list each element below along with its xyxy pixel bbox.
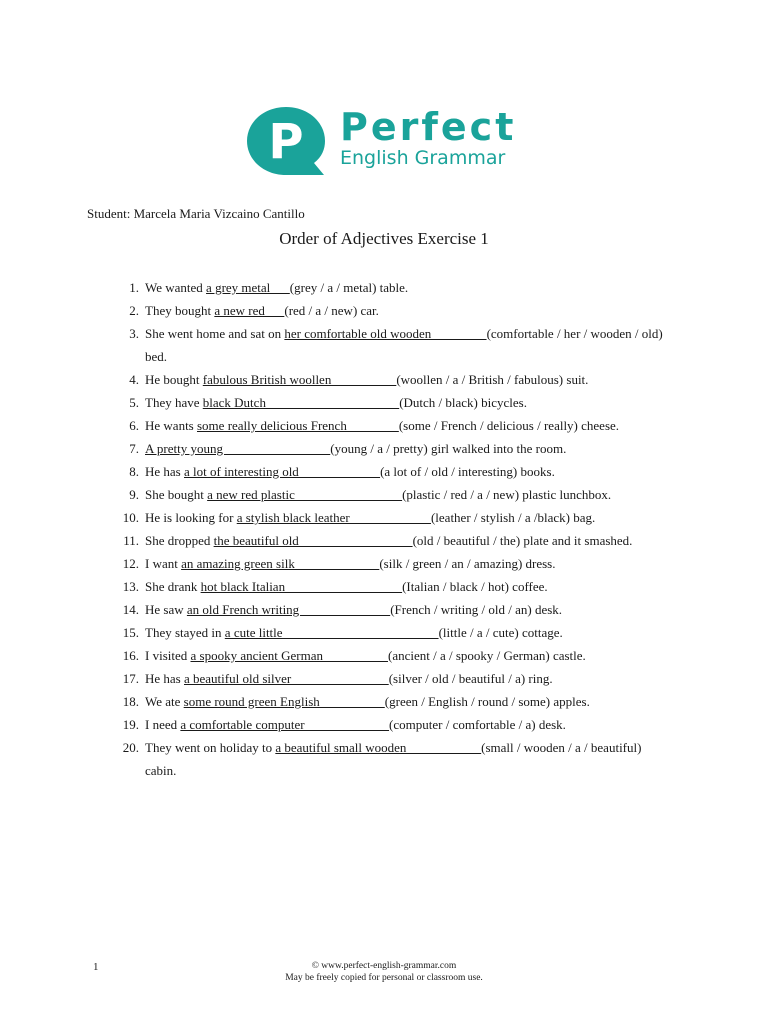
exercise-sentence — [139, 552, 670, 575]
exercise-number: 18. — [122, 694, 139, 709]
exercise-item — [105, 713, 670, 736]
exercise-sentence — [139, 414, 670, 437]
exercise-item — [105, 621, 670, 644]
sentence-hint: (Dutch / black) bicycles. — [399, 395, 527, 410]
answer-blank: a beautiful small wooden — [275, 740, 482, 755]
exercise-number: 8. — [129, 464, 139, 479]
exercise-item — [105, 299, 670, 322]
exercise-item — [105, 736, 670, 782]
page-number: 1 — [93, 961, 99, 973]
exercise-sentence — [139, 506, 670, 529]
brand-logo — [244, 103, 534, 179]
exercise-sentence — [139, 299, 670, 322]
answer-blank: a beautiful old silver — [184, 671, 389, 686]
answer-blank: hot black Italian — [200, 579, 403, 594]
sentence-start: We ate — [145, 694, 184, 709]
answer-blank: the beautiful old — [213, 533, 413, 548]
exercise-number: 1. — [129, 280, 139, 295]
sentence-start: We wanted — [145, 280, 207, 295]
answer-blank: an amazing green silk — [181, 556, 380, 571]
exercise-number: 12. — [122, 556, 139, 571]
sentence-start: He saw — [145, 602, 187, 617]
exercise-number: 13. — [122, 579, 139, 594]
exercise-number: 10. — [122, 510, 139, 525]
footer-note: May be freely copied for personal or classroom use. — [285, 973, 483, 983]
exercise-number: 2. — [129, 303, 139, 318]
exercise-sentence — [139, 391, 670, 414]
exercise-number: 5. — [129, 395, 139, 410]
page-footer — [0, 960, 768, 984]
sentence-hint: (computer / comfortable / a) desk. — [389, 717, 566, 732]
sentence-start: They stayed in — [145, 625, 225, 640]
exercise-number: 14. — [122, 602, 139, 617]
sentence-start: She dropped — [145, 533, 214, 548]
exercise-item — [105, 483, 670, 506]
exercise-item — [105, 276, 670, 299]
answer-blank: a lot of interesting old — [184, 464, 381, 479]
sentence-hint: (ancient / a / spooky / German) castle. — [387, 648, 586, 663]
sentence-hint: (red / a / new) car. — [284, 303, 379, 318]
logo-brand-word: Perfect — [340, 105, 517, 149]
exercise-number: 19. — [122, 717, 139, 732]
exercise-item — [105, 552, 670, 575]
exercise-sentence — [139, 276, 670, 299]
exercise-list — [105, 276, 670, 782]
exercise-number: 20. — [122, 740, 139, 755]
logo-letter: P — [268, 114, 304, 170]
exercise-item — [105, 506, 670, 529]
sentence-start: She drank — [145, 579, 201, 594]
answer-blank: some really delicious French — [197, 418, 399, 433]
page-title: Order of Adjectives Exercise 1 — [279, 229, 489, 248]
sentence-start: They bought — [145, 303, 215, 318]
exercise-item — [105, 414, 670, 437]
exercise-item — [105, 529, 670, 552]
exercise-sentence — [139, 667, 670, 690]
exercise-sentence — [139, 368, 670, 391]
sentence-hint: (comfortable / her / wooden / old) bed. — [145, 326, 663, 364]
answer-blank: some round green English — [183, 694, 385, 709]
sentence-hint: (some / French / delicious / really) cheese. — [398, 418, 620, 433]
exercise-item — [105, 368, 670, 391]
answer-blank: a spooky ancient German — [190, 648, 388, 663]
sentence-start: They have — [145, 395, 203, 410]
exercise-item — [105, 667, 670, 690]
exercise-number: 9. — [129, 487, 139, 502]
answer-blank: a comfortable computer — [180, 717, 390, 732]
logo-brand-subtitle: English Grammar — [340, 147, 506, 169]
exercise-item — [105, 322, 670, 368]
sentence-hint: (silk / green / an / amazing) dress. — [379, 556, 556, 571]
speech-bubble-p-icon — [244, 103, 334, 179]
exercise-number: 11. — [123, 533, 139, 548]
answer-blank: a new red — [214, 303, 285, 318]
sentence-start: He bought — [145, 372, 203, 387]
sentence-start: I want — [145, 556, 182, 571]
sentence-start: He has — [145, 671, 184, 686]
sentence-hint: (young / a / pretty) girl walked into the room. — [330, 441, 567, 456]
exercise-sentence — [139, 713, 670, 736]
answer-blank: a cute little — [224, 625, 439, 640]
sentence-start: He is looking for — [145, 510, 237, 525]
exercise-number: 4. — [129, 372, 139, 387]
exercise-item — [105, 391, 670, 414]
exercise-item — [105, 690, 670, 713]
exercise-item — [105, 644, 670, 667]
sentence-start: She went home and sat on — [145, 326, 285, 341]
sentence-hint: (old / beautiful / the) plate and it smashed. — [412, 533, 633, 548]
exercise-sentence — [139, 736, 670, 782]
exercise-sentence — [139, 437, 670, 460]
sentence-hint: (grey / a / metal) table. — [289, 280, 409, 295]
sentence-hint: (French / writing / old / an) desk. — [390, 602, 563, 617]
sentence-start: He wants — [145, 418, 197, 433]
sentence-hint: (small / wooden / a / beautiful) cabin. — [145, 740, 642, 778]
exercise-sentence — [139, 621, 670, 644]
exercise-sentence — [139, 598, 670, 621]
sentence-hint: (plastic / red / a / new) plastic lunchbox. — [402, 487, 612, 502]
exercise-item — [105, 437, 670, 460]
exercise-sentence — [139, 322, 670, 368]
sentence-start: I visited — [145, 648, 191, 663]
sentence-start: I need — [145, 717, 181, 732]
exercise-item — [105, 575, 670, 598]
answer-blank: fabulous British woollen — [202, 372, 397, 387]
answer-blank: an old French writing — [186, 602, 391, 617]
sentence-hint: (Italian / black / hot) coffee. — [402, 579, 548, 594]
sentence-hint: (a lot of / old / interesting) books. — [380, 464, 555, 479]
exercise-number: 3. — [129, 326, 139, 341]
exercise-sentence — [139, 690, 670, 713]
sentence-hint: (green / English / round / some) apples. — [384, 694, 590, 709]
answer-blank: her comfortable old wooden — [284, 326, 487, 341]
exercise-number: 6. — [129, 418, 139, 433]
exercise-sentence — [139, 460, 670, 483]
exercise-number: 17. — [122, 671, 139, 686]
answer-blank: black Dutch — [202, 395, 400, 410]
exercise-number: 7. — [129, 441, 139, 456]
exercise-sentence — [139, 483, 670, 506]
exercise-item — [105, 598, 670, 621]
answer-blank: a grey metal — [206, 280, 290, 295]
exercise-sentence — [139, 575, 670, 598]
footer-copyright: © www.perfect-english-grammar.com — [311, 961, 457, 971]
sentence-start: He has — [145, 464, 184, 479]
sentence-start: She bought — [145, 487, 208, 502]
exercise-number: 15. — [122, 625, 139, 640]
sentence-hint: (leather / stylish / a /black) bag. — [430, 510, 596, 525]
student-name: Student: Marcela Maria Vizcaino Cantillo — [87, 206, 305, 221]
sentence-start: They went on holiday to — [145, 740, 276, 755]
sentence-hint: (woollen / a / British / fabulous) suit. — [396, 372, 589, 387]
exercise-item — [105, 460, 670, 483]
exercise-sentence — [139, 529, 670, 552]
sentence-hint: (little / a / cute) cottage. — [438, 625, 563, 640]
answer-blank: A pretty young — [145, 441, 331, 456]
sentence-hint: (silver / old / beautiful / a) ring. — [388, 671, 553, 686]
answer-blank: a stylish black leather — [236, 510, 431, 525]
exercise-sentence — [139, 644, 670, 667]
exercise-number: 16. — [122, 648, 139, 663]
answer-blank: a new red plastic — [207, 487, 403, 502]
